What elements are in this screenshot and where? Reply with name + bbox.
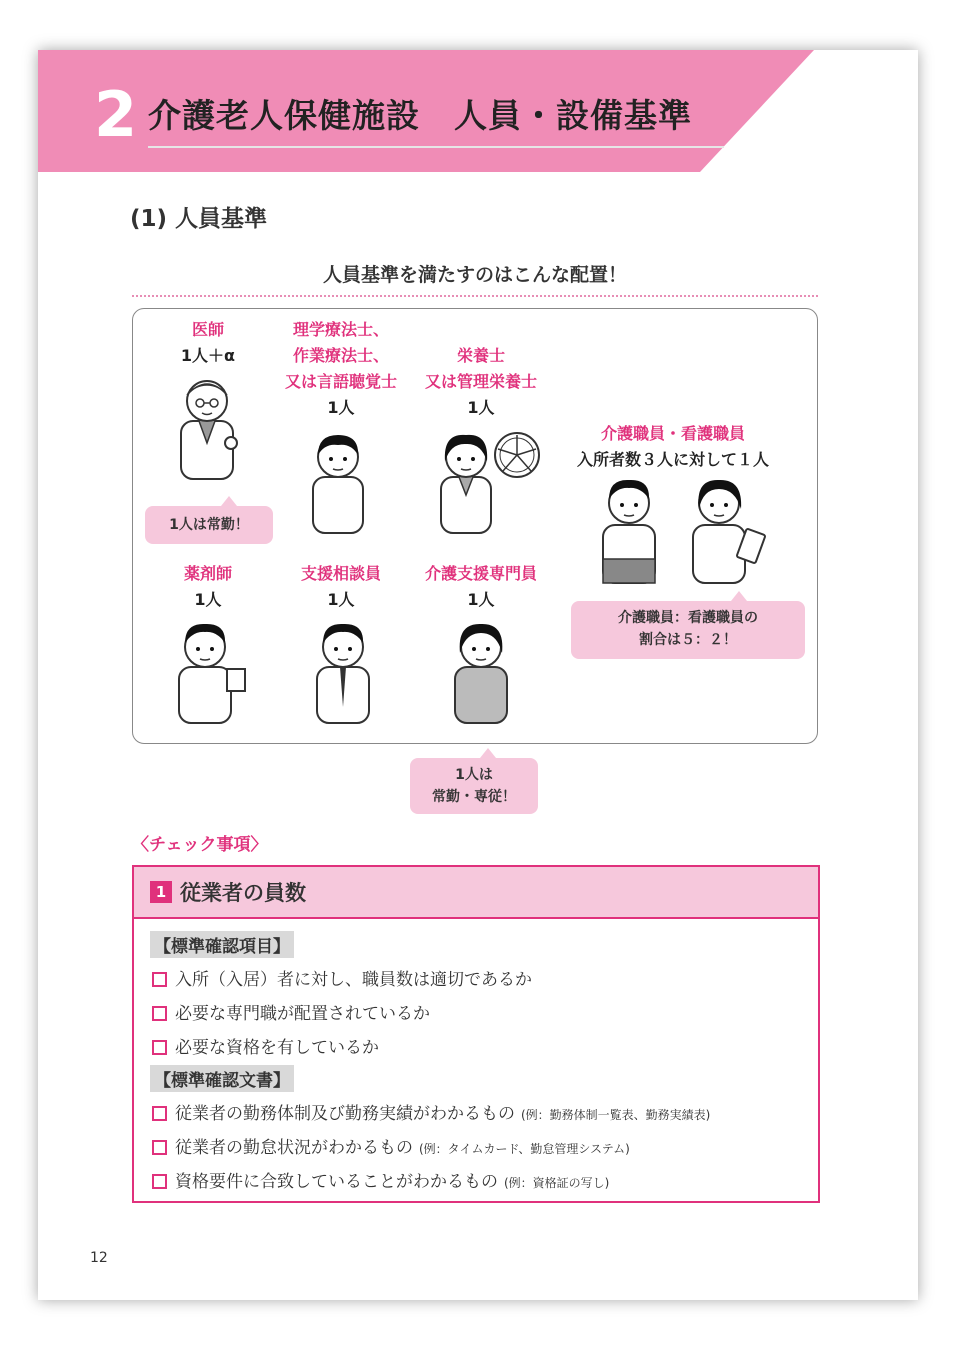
check-items-heading: 〈チェック事項〉 [132,835,268,855]
standard-doc [152,1133,630,1158]
standard-doc [152,1099,710,1124]
section-title: (1) 人員基準 [130,206,268,232]
doctor-fulltime-bubble [145,506,273,544]
checkbox[interactable] [152,972,167,987]
checkbox[interactable] [152,1040,167,1055]
document-page [38,50,918,1300]
check-title: 従業者の員数 [180,881,306,905]
dietitian-illustration [431,427,543,535]
role-care-count: 入所者数３人に対して１人 [576,450,769,469]
role-care-manager-count: 1人 [467,590,495,609]
role-therapist [271,317,411,421]
check-title-bar [134,867,818,919]
role-pharmacist-name: 薬剤師 [183,564,232,583]
role-care-name: 介護職員・看護職員 [600,424,745,443]
staffing-panel [132,308,818,744]
checkbox[interactable] [152,1006,167,1021]
check-number-badge: 1 [150,881,172,903]
role-pharmacist-count: 1人 [194,590,222,609]
role-counselor-name: 支援相談員 [300,564,381,583]
checkbox[interactable] [152,1106,167,1121]
checkbox[interactable] [152,1174,167,1189]
role-care [563,421,783,473]
standard-doc-text: 資格要件に合致していることがわかるもの [175,1172,498,1192]
care-manager-fulltime-bubble [410,758,538,814]
standard-doc-example: (例：資格証の写し) [504,1176,610,1190]
care-manager-fulltime-text-2: 常勤・専従！ [432,789,516,805]
care-ratio-text-1: 介護職員：看護職員の [618,610,758,626]
dotted-divider [132,295,818,297]
check-items-box [132,865,820,1203]
role-doctor-count: 1人＋α [180,346,236,365]
chapter-title: 介護老人保健施設 人員・設備基準 [148,96,692,135]
role-dietitian-count: 1人 [467,398,495,417]
role-therapist-name-1: 理学療法士、 [292,320,389,339]
role-counselor [281,561,401,613]
care-manager-fulltime-text-1: 1人は [455,767,493,783]
standard-item-text: 必要な資格を有しているか [175,1038,379,1058]
standard-items-label: 【標準確認項目】 [150,931,294,958]
checkbox[interactable] [152,1140,167,1155]
care-ratio-text-2: 割合は５：２！ [639,632,737,648]
role-care-manager-name: 介護支援専門員 [424,564,537,583]
role-dietitian [411,343,551,421]
role-dietitian-name-1: 栄養士 [456,346,505,365]
pharmacist-illustration [171,617,251,725]
standard-item [152,965,532,990]
role-therapist-name-3: 又は言語聴覚士 [284,372,397,391]
role-dietitian-name-2: 又は管理栄養士 [424,372,537,391]
care-ratio-bubble [571,601,805,659]
care-manager-illustration [447,617,517,725]
standard-doc-text: 従業者の勤務体制及び勤務実績がわかるもの [175,1104,515,1124]
role-therapist-name-2: 作業療法士、 [292,346,389,365]
standard-doc-text: 従業者の勤怠状況がわかるもの [175,1138,413,1158]
role-doctor [158,317,258,369]
chapter-title-rule [148,146,724,148]
lead-heading: 人員基準を満たすのはこんな配置！ [322,264,627,286]
standard-item [152,999,430,1024]
counselor-illustration [309,617,379,725]
standard-doc [152,1167,609,1192]
standard-docs-label: 【標準確認文書】 [150,1065,294,1092]
chapter-number: 2 [94,78,138,151]
role-counselor-count: 1人 [327,590,355,609]
standard-doc-example: (例：タイムカード、勤怠管理システム) [419,1142,630,1156]
doctor-fulltime-text: 1人は常勤！ [169,517,249,533]
standard-doc-example: (例：勤務体制一覧表、勤務実績表) [521,1108,711,1122]
doctor-illustration [169,371,249,481]
role-doctor-name: 医師 [191,320,224,339]
standard-item-text: 必要な専門職が配置されているか [175,1004,430,1024]
standard-item-text: 入所（入居）者に対し、職員数は適切であるか [175,970,532,990]
role-care-manager [415,561,547,613]
role-pharmacist [158,561,258,613]
page-number: 12 [90,1250,108,1266]
therapist-illustration [303,427,373,535]
care-staff-illustration [595,473,775,585]
role-therapist-count: 1人 [327,398,355,417]
standard-item [152,1033,379,1058]
